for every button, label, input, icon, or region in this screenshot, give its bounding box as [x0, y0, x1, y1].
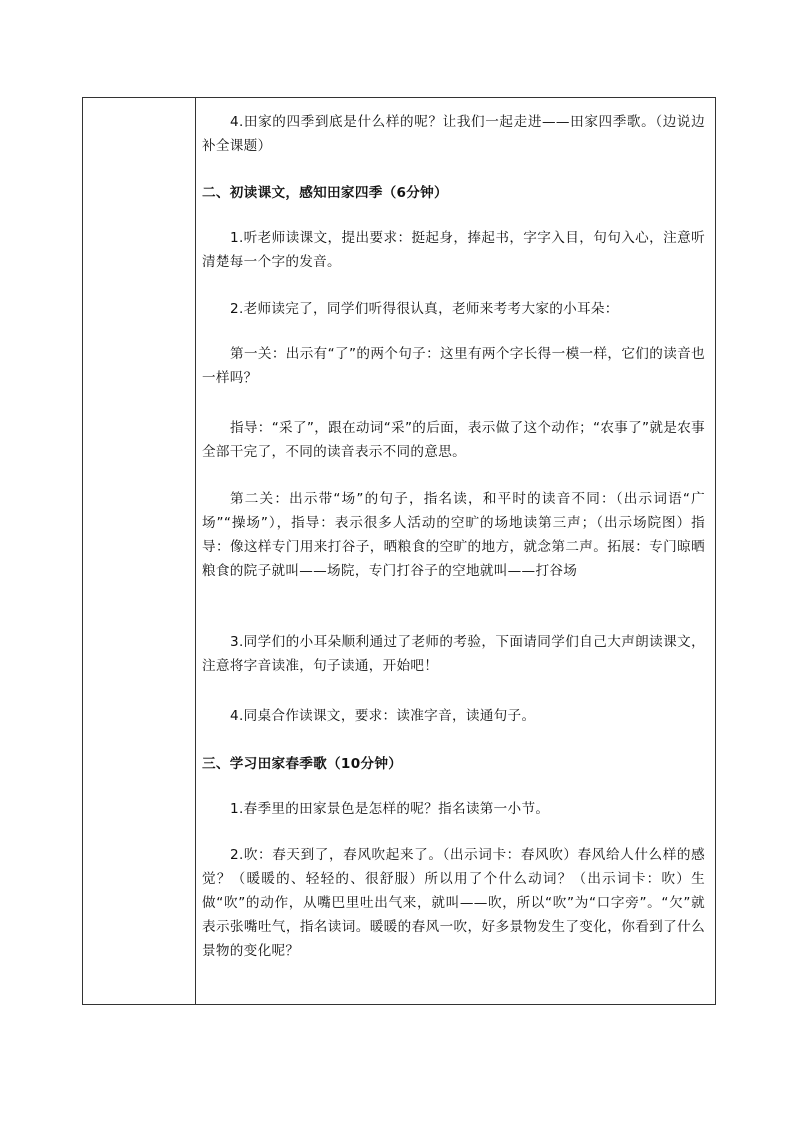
paragraph-read-2: 2.老师读完了，同学们听得很认真，老师来考考大家的小耳朵： — [230, 301, 619, 317]
paragraph-read-1: 1.听老师读课文，提出要求：挺起身，捧起书，字字入目，句句入心，注意听清楚每一个字的发音。 — [202, 230, 705, 270]
paragraph-read-4: 4.同桌合作读课文，要求：读准字音，读通句子。 — [230, 708, 536, 724]
paragraph-level-2: 第二关：出示带“场”的句子，指名读，和平时的读音不同：（出示词语“广场”“操场”），指导：表示很多人活动的空旷的场地读第三声；（出示场院图）指导：像这样专门用来打谷子，晒粮食的空旷的地方，就念第二声。拓展：专门晾晒粮食的院子就叫——场院，专门打谷子的空地就叫——打谷场 — [202, 491, 705, 579]
paragraph-level-1: 第一关：出示有“了”的两个句子：这里有两个字长得一模一样，它们的读音也一样吗？ — [202, 346, 705, 386]
paragraph-spring-2: 2.吹：春天到了，春风吹起来了。（出示词卡：春风吹）春风给人什么样的感觉？（暖暖的、轻轻的、很舒服）所以用了个什么动词？（出示词卡：吹）生做“吹”的动作，从嘴巴里吐出气来，就叫——吹，所以“吹”为“口字旁”。“欠”就表示张嘴吐气，指名读词。暖暖的春风一吹，好多景物发生了变化，你看到了什么景物的变化呢？ — [202, 847, 705, 959]
paragraph-guide-1: 指导：“采了”，跟在动词“采”的后面，表示做了这个动作；“农事了”就是农事全部干完了，不同的读音表示不同的意思。 — [202, 420, 705, 460]
table-right-column — [196, 98, 715, 1004]
paragraph-intro-4: 4.田家的四季到底是什么样的呢？让我们一起走进——田家四季歌。（边说边补全课题） — [202, 114, 705, 154]
paragraph-read-3: 3.同学们的小耳朵顺利通过了老师的考验，下面请同学们自己大声朗读课文，注意将字音读准，句子读通，开始吧！ — [202, 634, 705, 674]
section-heading-3: 三、学习田家春季歌（10分钟） — [202, 756, 403, 772]
section-heading-2: 二、初读课文，感知田家四季（6分钟） — [202, 185, 448, 201]
paragraph-spring-1: 1.春季里的田家景色是怎样的呢？指名读第一小节。 — [230, 801, 550, 817]
table-left-column — [83, 98, 196, 1004]
lesson-table — [82, 97, 716, 1005]
